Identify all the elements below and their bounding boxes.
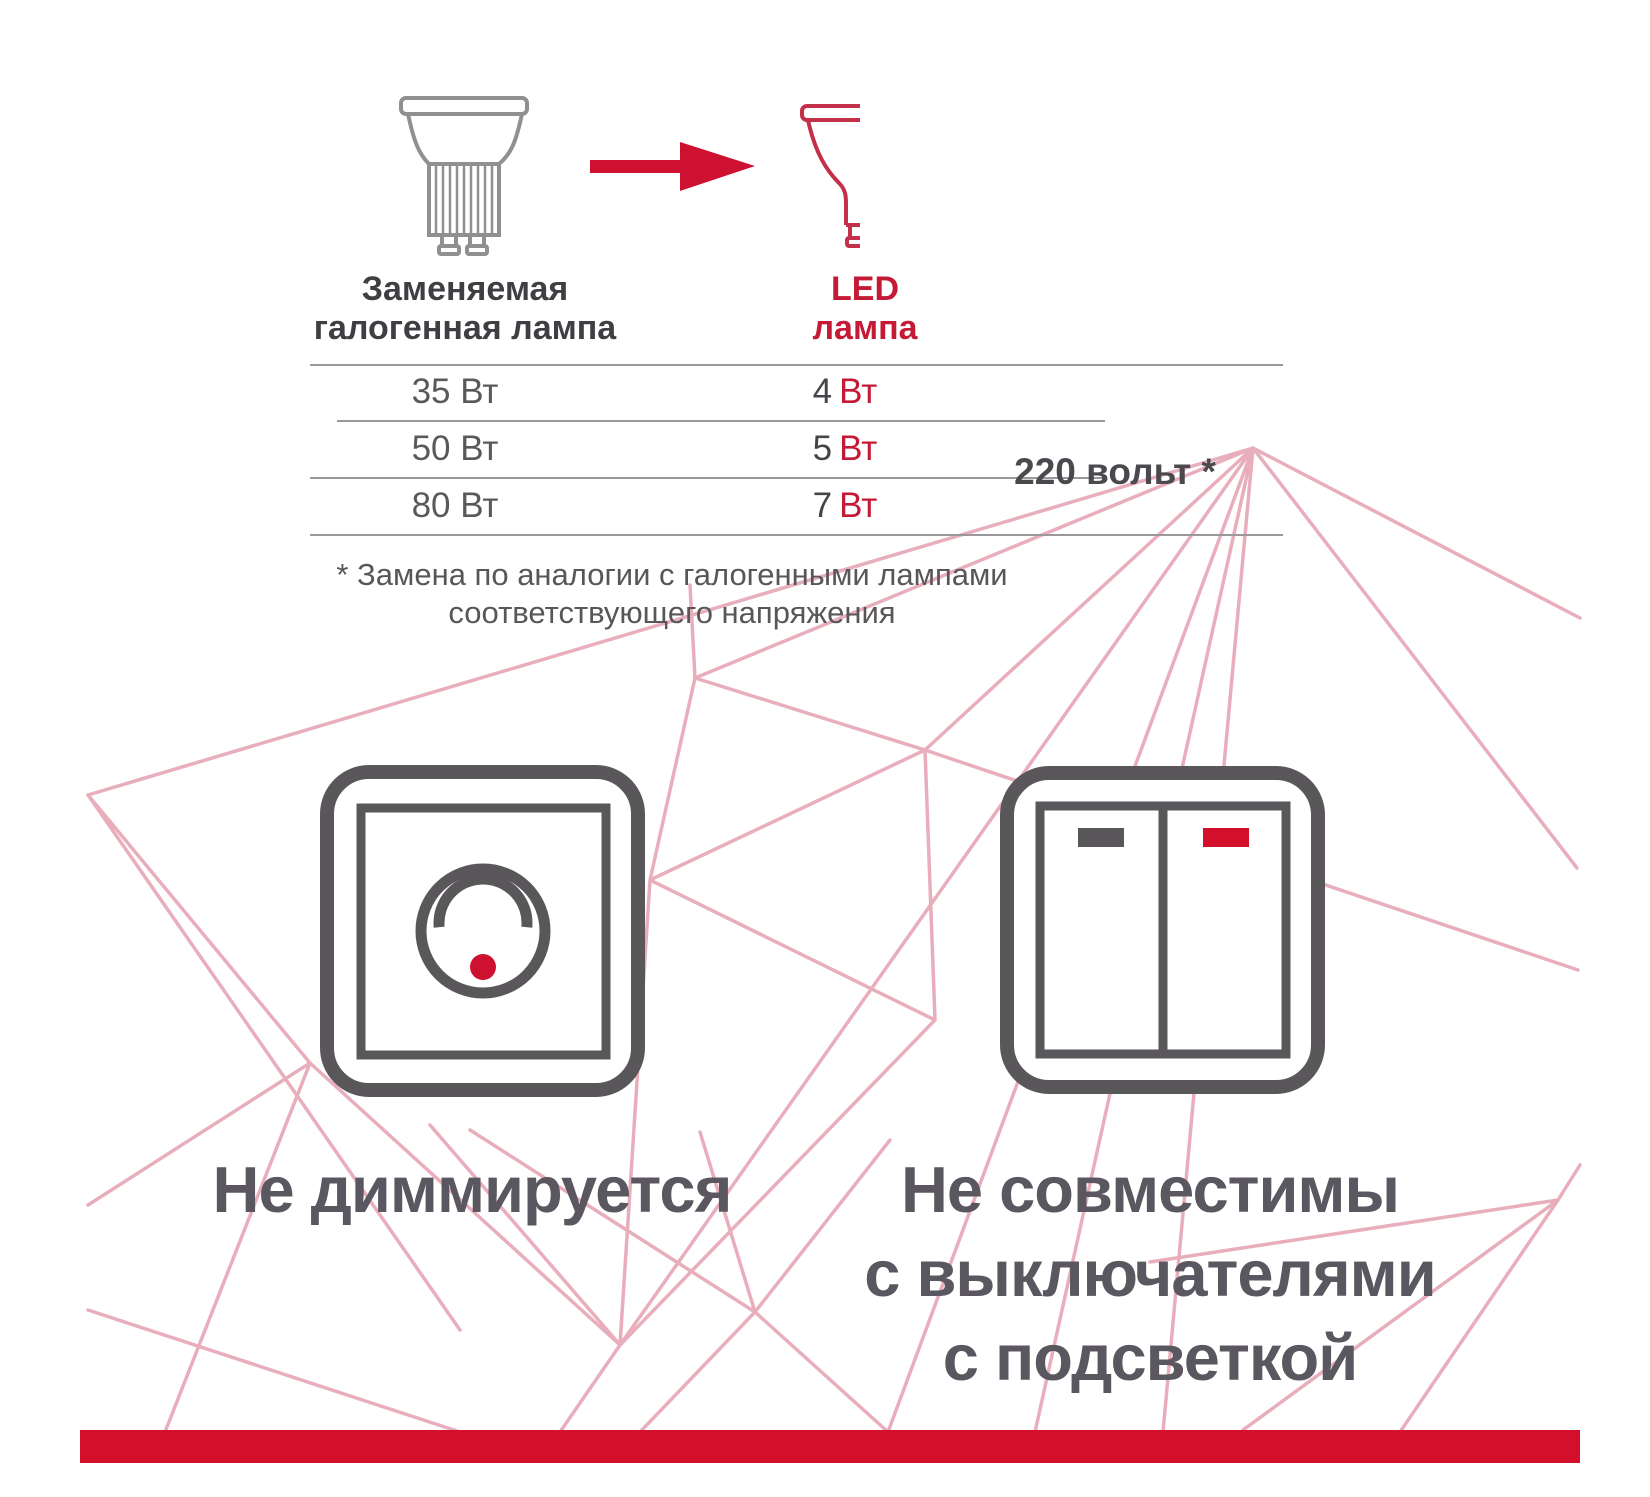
footnote-line1: * Замена по аналогии с галогенными лампами — [336, 557, 1008, 592]
dimmer-red-dot — [470, 954, 496, 980]
led-watt-row2 — [813, 429, 878, 469]
halogen-header-line2: галогенная лампа — [313, 309, 617, 347]
halogen-gu10-lamp-icon — [401, 98, 527, 254]
halogen-column-header — [314, 270, 616, 348]
dimmer-warning-text: Не диммируется — [212, 1153, 732, 1226]
voltage-note: 220 вольт * — [1014, 451, 1216, 492]
led-gu10-lamp-icon — [802, 106, 860, 246]
halogen-watt-row3: 80 Вт — [411, 486, 499, 525]
table-rule-bottom — [310, 534, 1283, 536]
switch-warning-line1: Не совместимы — [900, 1153, 1400, 1226]
switch-indicator-gray — [1078, 828, 1124, 847]
halogen-watt-row2: 50 Вт — [411, 429, 499, 468]
led-watt-unit-row1: Вт — [839, 372, 878, 411]
switch-warning-line2: с выключателями — [864, 1237, 1436, 1310]
led-column-header — [812, 270, 917, 348]
halogen-header-line1: Заменяемая — [361, 270, 569, 308]
table-rule-row1 — [337, 420, 1105, 422]
lamp-replacement-illustration — [380, 90, 860, 260]
switch-warning-line3: с подсветкой — [942, 1321, 1358, 1394]
table-rule-top — [310, 364, 1283, 366]
table-rule-row2 — [310, 477, 1105, 479]
arrow-right-icon — [590, 142, 755, 191]
dimmer-knob-icon — [320, 765, 645, 1097]
led-watt-value-row1: 4 — [812, 372, 833, 411]
halogen-watt-row1: 35 Вт — [411, 372, 499, 411]
led-watt-unit-row2: Вт — [839, 429, 878, 468]
footnote-line2: соответствующего напряжения — [448, 595, 896, 630]
bottom-red-bar — [80, 1430, 1580, 1463]
led-header-line2: лампа — [812, 309, 918, 347]
switch-indicator-red — [1203, 828, 1249, 847]
led-header-line1: LED — [830, 270, 899, 308]
led-watt-row3 — [813, 486, 878, 526]
led-watt-value-row3: 7 — [812, 486, 833, 525]
led-watt-unit-row3: Вт — [839, 486, 878, 525]
double-switch-icon — [1000, 766, 1325, 1094]
footnote — [336, 556, 1007, 632]
switch-warning-text — [864, 1148, 1435, 1400]
led-watt-value-row2: 5 — [812, 429, 833, 468]
led-watt-row1 — [813, 372, 878, 412]
